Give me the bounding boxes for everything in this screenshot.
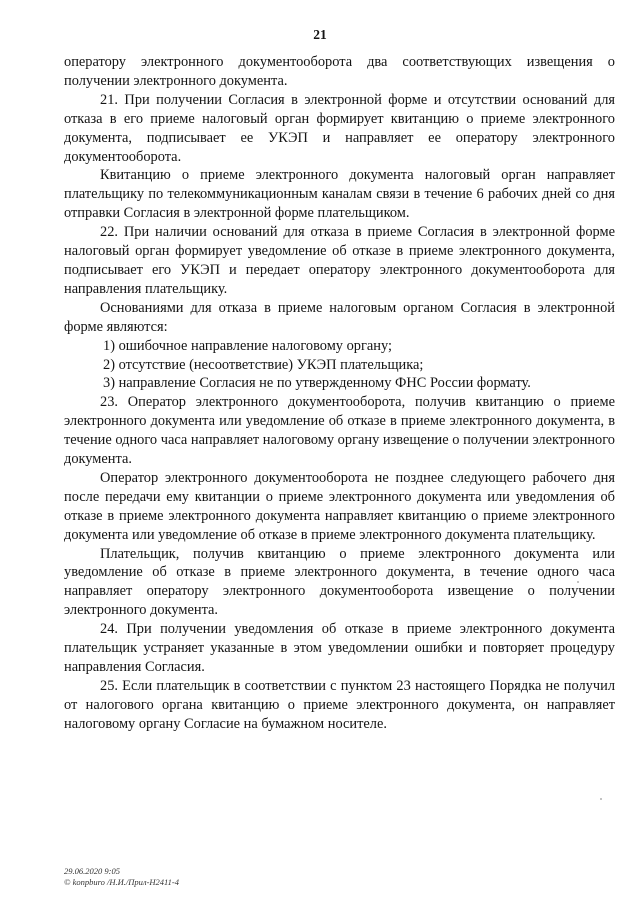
- list-item-3: 3) направление Согласия не по утвержденному ФНС России формату.: [103, 375, 531, 392]
- scan-speck: [577, 581, 579, 583]
- page-number: 21: [313, 27, 327, 42]
- footer-stamp: [64, 866, 179, 887]
- list-item-1: 1) ошибочное направление налоговому органу;: [103, 337, 392, 354]
- paragraph-24: 24. При получении уведомления об отказе в приеме электронного документа плательщик устраняет указанные в этом уведомлении ошибки и повторяет процедуру направления Согласия.: [64, 621, 615, 675]
- footer-timestamp: 29.06.2020 9:05: [64, 866, 120, 876]
- document-body: [64, 53, 615, 734]
- paragraph-22: 22. При наличии оснований для отказа в приеме Согласия в электронной форме налоговый орган формирует уведомление об отказе в приеме электронного документа, подписывает его УКЭП и передает оператору электронного документооборота для направления плательщику.: [64, 224, 615, 297]
- list-item-2: 2) отсутствие (несоответствие) УКЭП плательщика;: [103, 356, 424, 373]
- paragraph-operator-next-day: Оператор электронного документооборота не позднее следующего рабочего дня после передачи ему квитанции о приеме электронного документа или уведомления об отказе в приеме электронного документа направляет квитанцию о приеме электронного документа или уведомление об отказе в приеме электронного документа плательщику.: [64, 469, 615, 543]
- paragraph-receipt-delivery: Квитанцию о приеме электронного документа налоговый орган направляет плательщику по телекоммуникационным каналам связи в течение 6 рабочих дней со дня отправки Согласия в электронной форме плательщиком.: [64, 167, 615, 222]
- scan-speck: [600, 798, 602, 800]
- footer-file-ref: © konpburo /Н.И./Прил-Н2411-4: [64, 876, 179, 887]
- paragraph-21: 21. При получении Согласия в электронной форме и отсутствии оснований для отказа в его приеме налоговый орган формирует квитанцию о приеме электронного документа, подписывает ее УКЭП и направляет ее оператору электронного документооборота.: [64, 91, 615, 165]
- paragraph-23: 23. Оператор электронного документооборота, получив квитанцию о приеме электронного документа или уведомление об отказе в приеме электронного документа, в течение одного часа направляет налоговому органу извещение о получении электронного документа.: [64, 394, 615, 468]
- paragraph-continuation: оператору электронного документооборота два соответствующих извещения о получении электронного документа.: [64, 54, 615, 89]
- paragraph-payer-notice: Плательщик, получив квитанцию о приеме электронного документа или уведомление об отказе в приеме электронного документа, в течение одного часа направляет оператору электронного документооборота извещение о получении электронного документа.: [64, 545, 615, 619]
- paragraph-25: 25. Если плательщик в соответствии с пунктом 23 настоящего Порядка не получил от налогового органа квитанцию о приеме электронного документа, он направляет налоговому органу Согласие на бумажном носителе.: [64, 677, 615, 732]
- paragraph-refusal-grounds: Основаниями для отказа в приеме налоговым органом Согласия в электронной форме являются:: [64, 299, 615, 335]
